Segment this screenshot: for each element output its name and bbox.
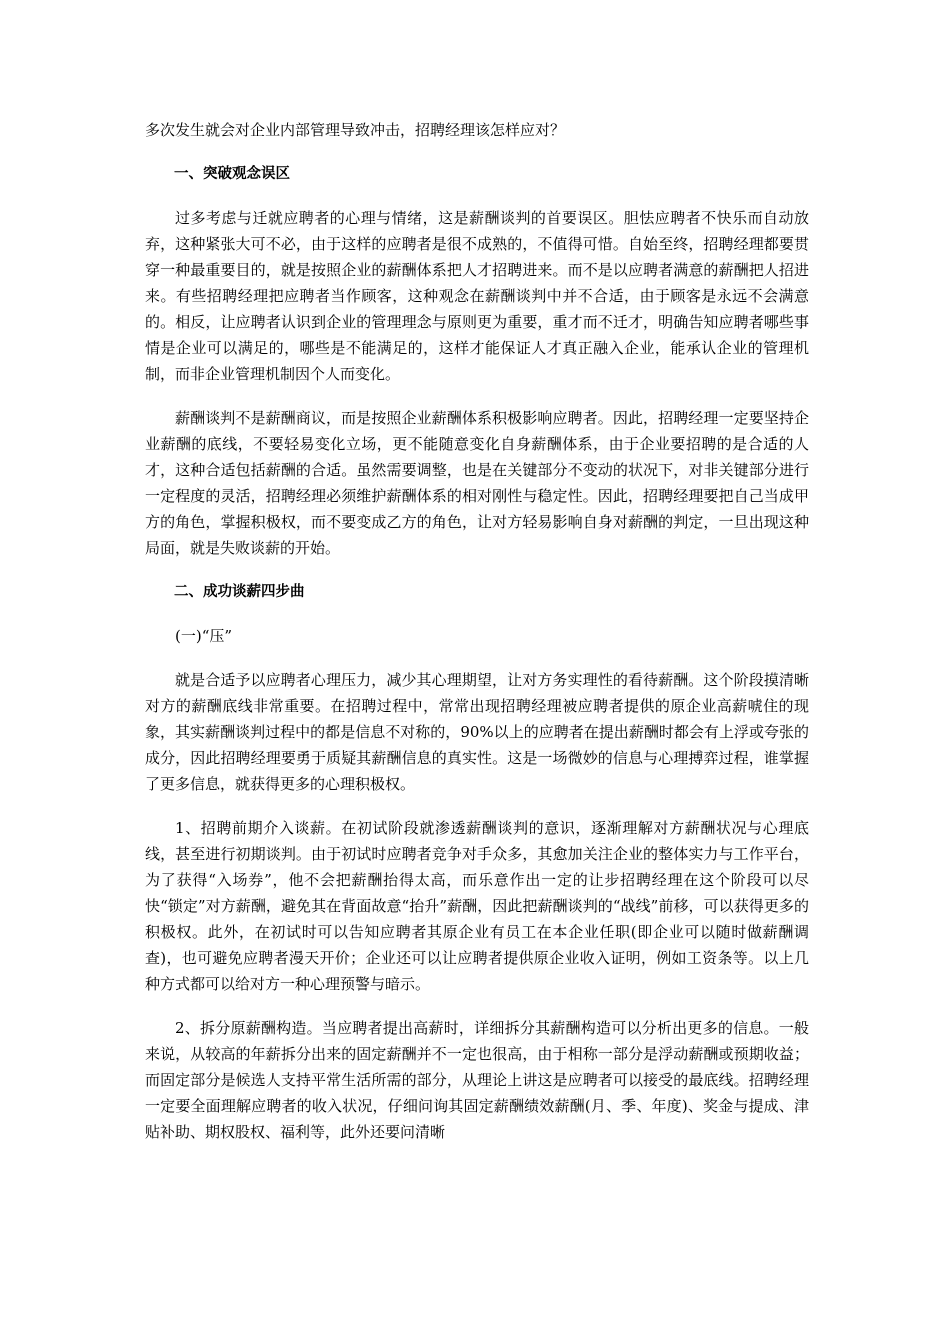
subsection-heading-press: (一)“压” [175, 627, 233, 645]
paragraph-step-1: 1、招聘前期介入谈薪。在初试阶段就渗透薪酬谈判的意识，逐渐理解对方薪酬状况与心理底线，甚至进行初期谈判。由于初试时应聘者竞争对手众多，其愈加关注企业的整体实力与工作平台，为了获得“入场券”，他不会把薪酬抬得太高，而乐意作出一定的让步招聘经理在这个阶段可以尽快“锁定”对方薪酬，避免其在背面故意“抬升”薪酬，因此把薪酬谈判的“战线”前移，可以获得更多的积极权。此外，在初试时可以告知应聘者其原企业有员工在本企业任职(即企业可以随时做薪酬调查)，也可避免应聘者漫天开价；企业还可以让应聘者提供原企业收入证明，例如工资条等。以上几种方式都可以给对方一种心理预警与暗示。 [145, 819, 809, 993]
paragraph-intro: 多次发生就会对企业内部管理导致冲击，招聘经理该怎样应对？ [145, 121, 566, 139]
paragraph-press: 就是合适予以应聘者心理压力，减少其心理期望，让对方务实理性的看待薪酬。这个阶段摸清晰对方的薪酬底线非常重要。在招聘过程中，常常出现招聘经理被应聘者提供的原企业高薪唬住的现象，其实薪酬谈判过程中的都是信息不对称的，90%以上的应聘者在提出薪酬时都会有上浮或夸张的成分，因此招聘经理要勇于质疑其薪酬信息的真实性。这是一场微妙的信息与心理搏弈过程，谁掌握了更多信息，就获得更多的心理积极权。 [145, 671, 809, 793]
document-page [145, 117, 809, 1163]
section-heading-1: 一、突破观念误区 [174, 166, 290, 182]
paragraph-misconception-2: 薪酬谈判不是薪酬商议，而是按照企业薪酬体系积极影响应聘者。因此，招聘经理一定要坚持企业薪酬的底线，不要轻易变化立场，更不能随意变化自身薪酬体系，由于企业要招聘的是合适的人才，这种合适包括薪酬的合适。虽然需要调整，也是在关键部分不变动的状况下，对非关键部分进行一定程度的灵活，招聘经理必须维护薪酬体系的相对刚性与稳定性。因此，招聘经理要把自己当成甲方的角色，掌握积极权，而不要变成乙方的角色，让对方轻易影响自身对薪酬的判定，一旦出现这种局面，就是失败谈薪的开始。 [145, 409, 809, 557]
paragraph-step-2: 2、拆分原薪酬构造。当应聘者提出高薪时，详细拆分其薪酬构造可以分析出更多的信息。一般来说，从较高的年薪拆分出来的固定薪酬并不一定也很高，由于相称一部分是浮动薪酬或预期收益；而固定部分是候选人支持平常生活所需的部分，从理论上讲这是应聘者可以接受的最底线。招聘经理一定要全面理解应聘者的收入状况，仔细问询其固定薪酬绩效薪酬(月、季、年度)、奖金与提成、津贴补助、期权股权、福利等，此外还要问清晰 [145, 1019, 809, 1141]
section-heading-2: 二、成功谈薪四步曲 [174, 584, 305, 600]
paragraph-misconception-1: 过多考虑与迁就应聘者的心理与情绪，这是薪酬谈判的首要误区。胆怯应聘者不快乐而自动放弃，这种紧张大可不必，由于这样的应聘者是很不成熟的，不值得可惜。自始至终，招聘经理都要贯穿一种最重要目的，就是按照企业的薪酬体系把人才招聘进来。而不是以应聘者满意的薪酬把人招进来。有些招聘经理把应聘者当作顾客，这种观念在薪酬谈判中并不合适，由于顾客是永远不会满意的。相反，让应聘者认识到企业的管理理念与原则更为重要，重才而不迁才，明确告知应聘者哪些事情是企业可以满足的，哪些是不能满足的，这样才能保证人才真正融入企业，能承认企业的管理机制，而非企业管理机制因个人而变化。 [145, 209, 809, 383]
